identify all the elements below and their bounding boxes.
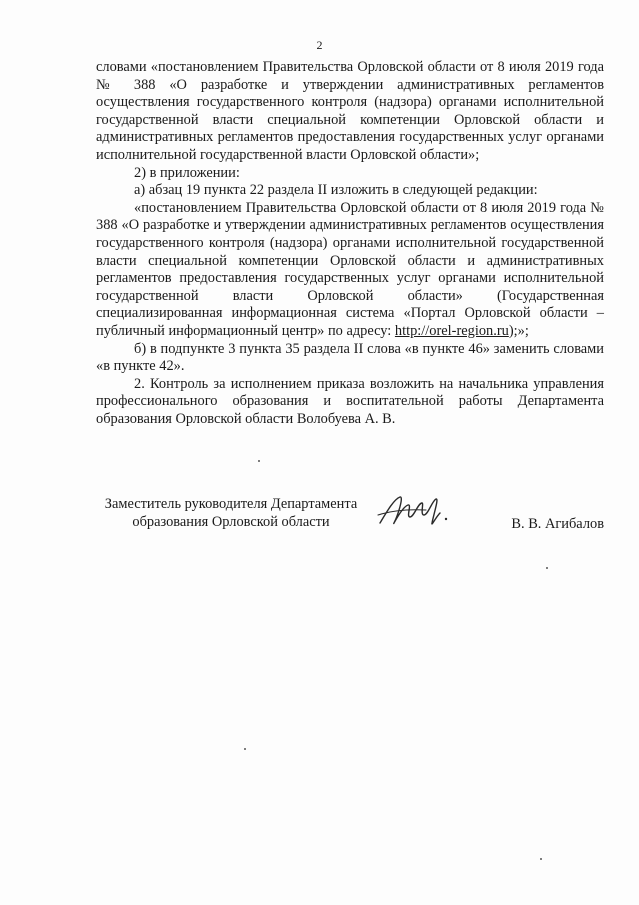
scan-speck (546, 567, 548, 569)
new-wording-tail: );»; (508, 322, 529, 339)
signer-position-line-2: образования Орловской области (132, 514, 330, 530)
paragraph-replacement-words: словами «постановлением Правительства Орловской области от 8 июля 2019 года № 388 «О разработке и утверждении административных регламентов осуществления государственного контроля (надзора) органами исполнительной государственной власти специальной компетенции Орловской области и административных регламентов предоставления государственных услуг органами исполнительной государственной власти Орловской области»; (96, 59, 604, 163)
signer-position-line-1: Заместитель руководителя Департамента (104, 496, 358, 512)
paragraph-item-b: б) в подпункте 3 пункта 35 раздела II слова «в пункте 46» заменить словами «в пункте 42». (96, 340, 604, 375)
signer-name: В. В. Агибалов (511, 516, 604, 532)
scan-speck (244, 748, 246, 750)
paragraph-in-appendix: 2) в приложении: (134, 164, 240, 181)
paragraph-new-wording (96, 200, 604, 341)
new-wording-text: «постановлением Правительства Орловской области от 8 июля 2019 года № 388 «О разработке и утверждении административных регламентов осуществления государственного контроля (надзора) органами исполнительной государственной власти специальной компетенции Орловской области и административных регламентов предоставления государственных услуг органами исполнительной государственной власти Орловской области» (Государственная специализированная информационная система «Портал Орловской области – публичный информационный центр» по адресу: (96, 199, 604, 339)
signature-block (96, 495, 604, 555)
scan-speck (540, 858, 542, 860)
paragraph-control: 2. Контроль за исполнением приказа возложить на начальника управления профессионального образования и воспитательной работы Департамента образования Орловской области Волобуева А. В. (96, 375, 604, 427)
portal-link[interactable]: http://orel-region.ru (394, 322, 509, 339)
scan-speck (258, 460, 260, 462)
signer-position (96, 495, 366, 531)
paragraph-item-a: а) абзац 19 пункта 22 раздела II изложить в следующей редакции: (134, 182, 538, 199)
page-number: 2 (316, 38, 323, 52)
handwritten-signature (376, 493, 456, 533)
document-body (96, 59, 604, 428)
